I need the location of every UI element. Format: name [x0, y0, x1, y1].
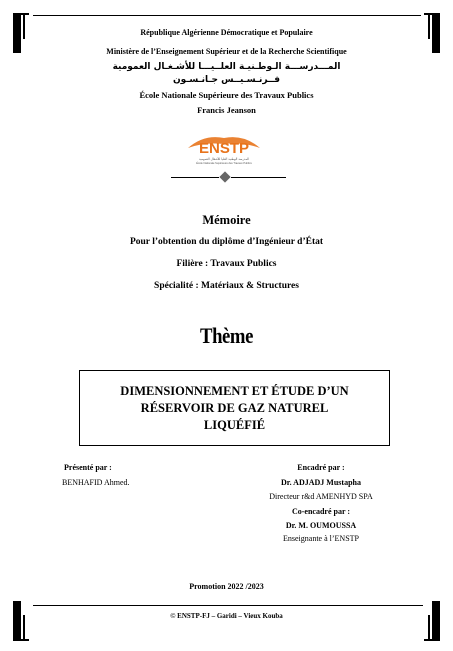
logo-arabic-sub: المدرسة الوطنية العليا للأشغال العمومية [199, 157, 249, 161]
supervisor-role: Directeur r&d AMENHYD SPA [269, 492, 373, 501]
header-named-after: Francis Jeanson [197, 105, 256, 115]
filiere: Filière : Travaux Publics [176, 259, 277, 269]
separator-diamond [219, 171, 230, 182]
theme-heading: Thème [200, 323, 253, 348]
header-ministry: Ministère de l’Enseignement Supérieur et de la Recherche Scientifique [106, 47, 347, 56]
logo-text: ENSTP [198, 140, 250, 157]
footer-line [33, 605, 423, 606]
thesis-title-line-1: DIMENSIONNEMENT ET ÉTUDE D’UN [120, 383, 349, 398]
supervisor-label: Encadré par : [297, 463, 345, 472]
header-school-name: École Nationale Supérieure des Travaux Publics [139, 90, 314, 100]
footer-text: © ENSTP-FJ – Garidi – Vieux Kouba [170, 612, 283, 620]
header-arabic-school: المـــدرســـة الـوطـنيـة العلــيـــا للأشـغـال العمومية [112, 62, 341, 72]
cosupervisor-name: Dr. M. OUMOUSSA [285, 521, 357, 530]
top-frame-line [33, 15, 421, 16]
logo-french-sub: École Nationale Supérieure des Travaux Publics [196, 162, 252, 165]
enstp-logo [184, 132, 264, 168]
cosupervisor-label: Co-encadré par : [291, 507, 351, 516]
separator-right [231, 177, 286, 178]
separator-left [171, 177, 219, 178]
thesis-title-line-3: LIQUÉFIÉ [203, 417, 266, 432]
header-arabic-named: فــرنـسـيــس جـانـسـون [173, 75, 280, 85]
cosupervisor-role: Enseignante à l’ENSTP [283, 534, 359, 543]
presenter-label: Présenté par : [64, 463, 112, 472]
promotion: Promotion 2022 /2023 [189, 582, 264, 591]
thesis-title-line-2: RÉSERVOIR DE GAZ NATUREL [140, 400, 329, 415]
diploma-purpose: Pour l’obtention du diplôme d’Ingénieur d’État [129, 237, 324, 247]
presenter-name: BENHAFID Ahmed. [62, 478, 130, 487]
header-republic: République Algérienne Démocratique et Populaire [140, 28, 313, 37]
thesis-title-box [79, 370, 390, 446]
supervisor-name: Dr. ADJADJ Mustapha [281, 478, 361, 487]
memoire-heading: Mémoire [202, 213, 251, 227]
specialite: Spécialité : Matériaux & Structures [154, 281, 299, 291]
